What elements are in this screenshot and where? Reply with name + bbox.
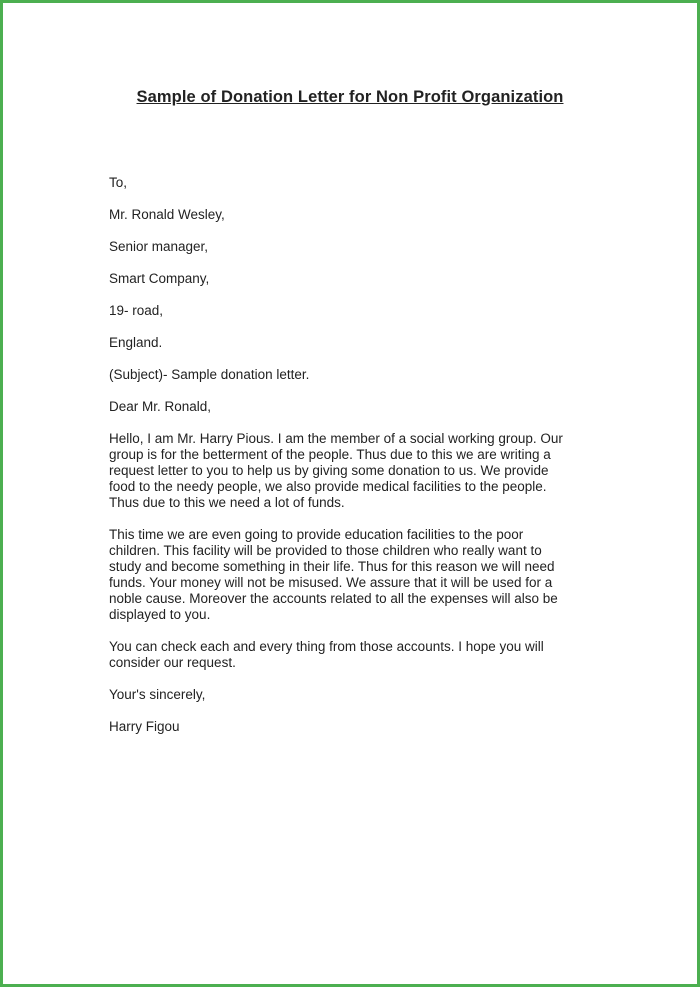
recipient-title: Senior manager,: [109, 239, 209, 254]
recipient-street: 19- road,: [109, 303, 164, 318]
letter-title: Sample of Donation Letter for Non Profit Organization: [136, 88, 564, 106]
closing: Your's sincerely,: [109, 687, 206, 702]
recipient-name: Mr. Ronald Wesley,: [109, 207, 225, 222]
recipient-country: England.: [109, 335, 163, 350]
addressee-to: To,: [109, 175, 128, 190]
body-paragraph-3: You can check each and every thing from those accounts. I hope you will consider our request.: [109, 639, 544, 670]
letter-subject: (Subject)- Sample donation letter.: [109, 367, 310, 382]
salutation: Dear Mr. Ronald,: [109, 399, 212, 414]
recipient-company: Smart Company,: [109, 271, 210, 286]
body-paragraph-1: Hello, I am Mr. Harry Pious. I am the member of a social working group. Our group is for the betterment of the people. Thus due to this we are writing a request letter to you to help us by giving some donation to us. We provide food to the needy people, we also provide medical facilities to the people. Thus due to this we need a lot of funds.: [109, 431, 563, 510]
signature: Harry Figou: [109, 719, 180, 734]
body-paragraph-2: This time we are even going to provide education facilities to the poor children. This facility will be provided to those children who really want to study and become something in their life. Thus for this reason we will need funds. Your money will not be misused. We assure that it will be used for a noble cause. Moreover the accounts related to all the expenses will also be displayed to you.: [109, 527, 558, 622]
